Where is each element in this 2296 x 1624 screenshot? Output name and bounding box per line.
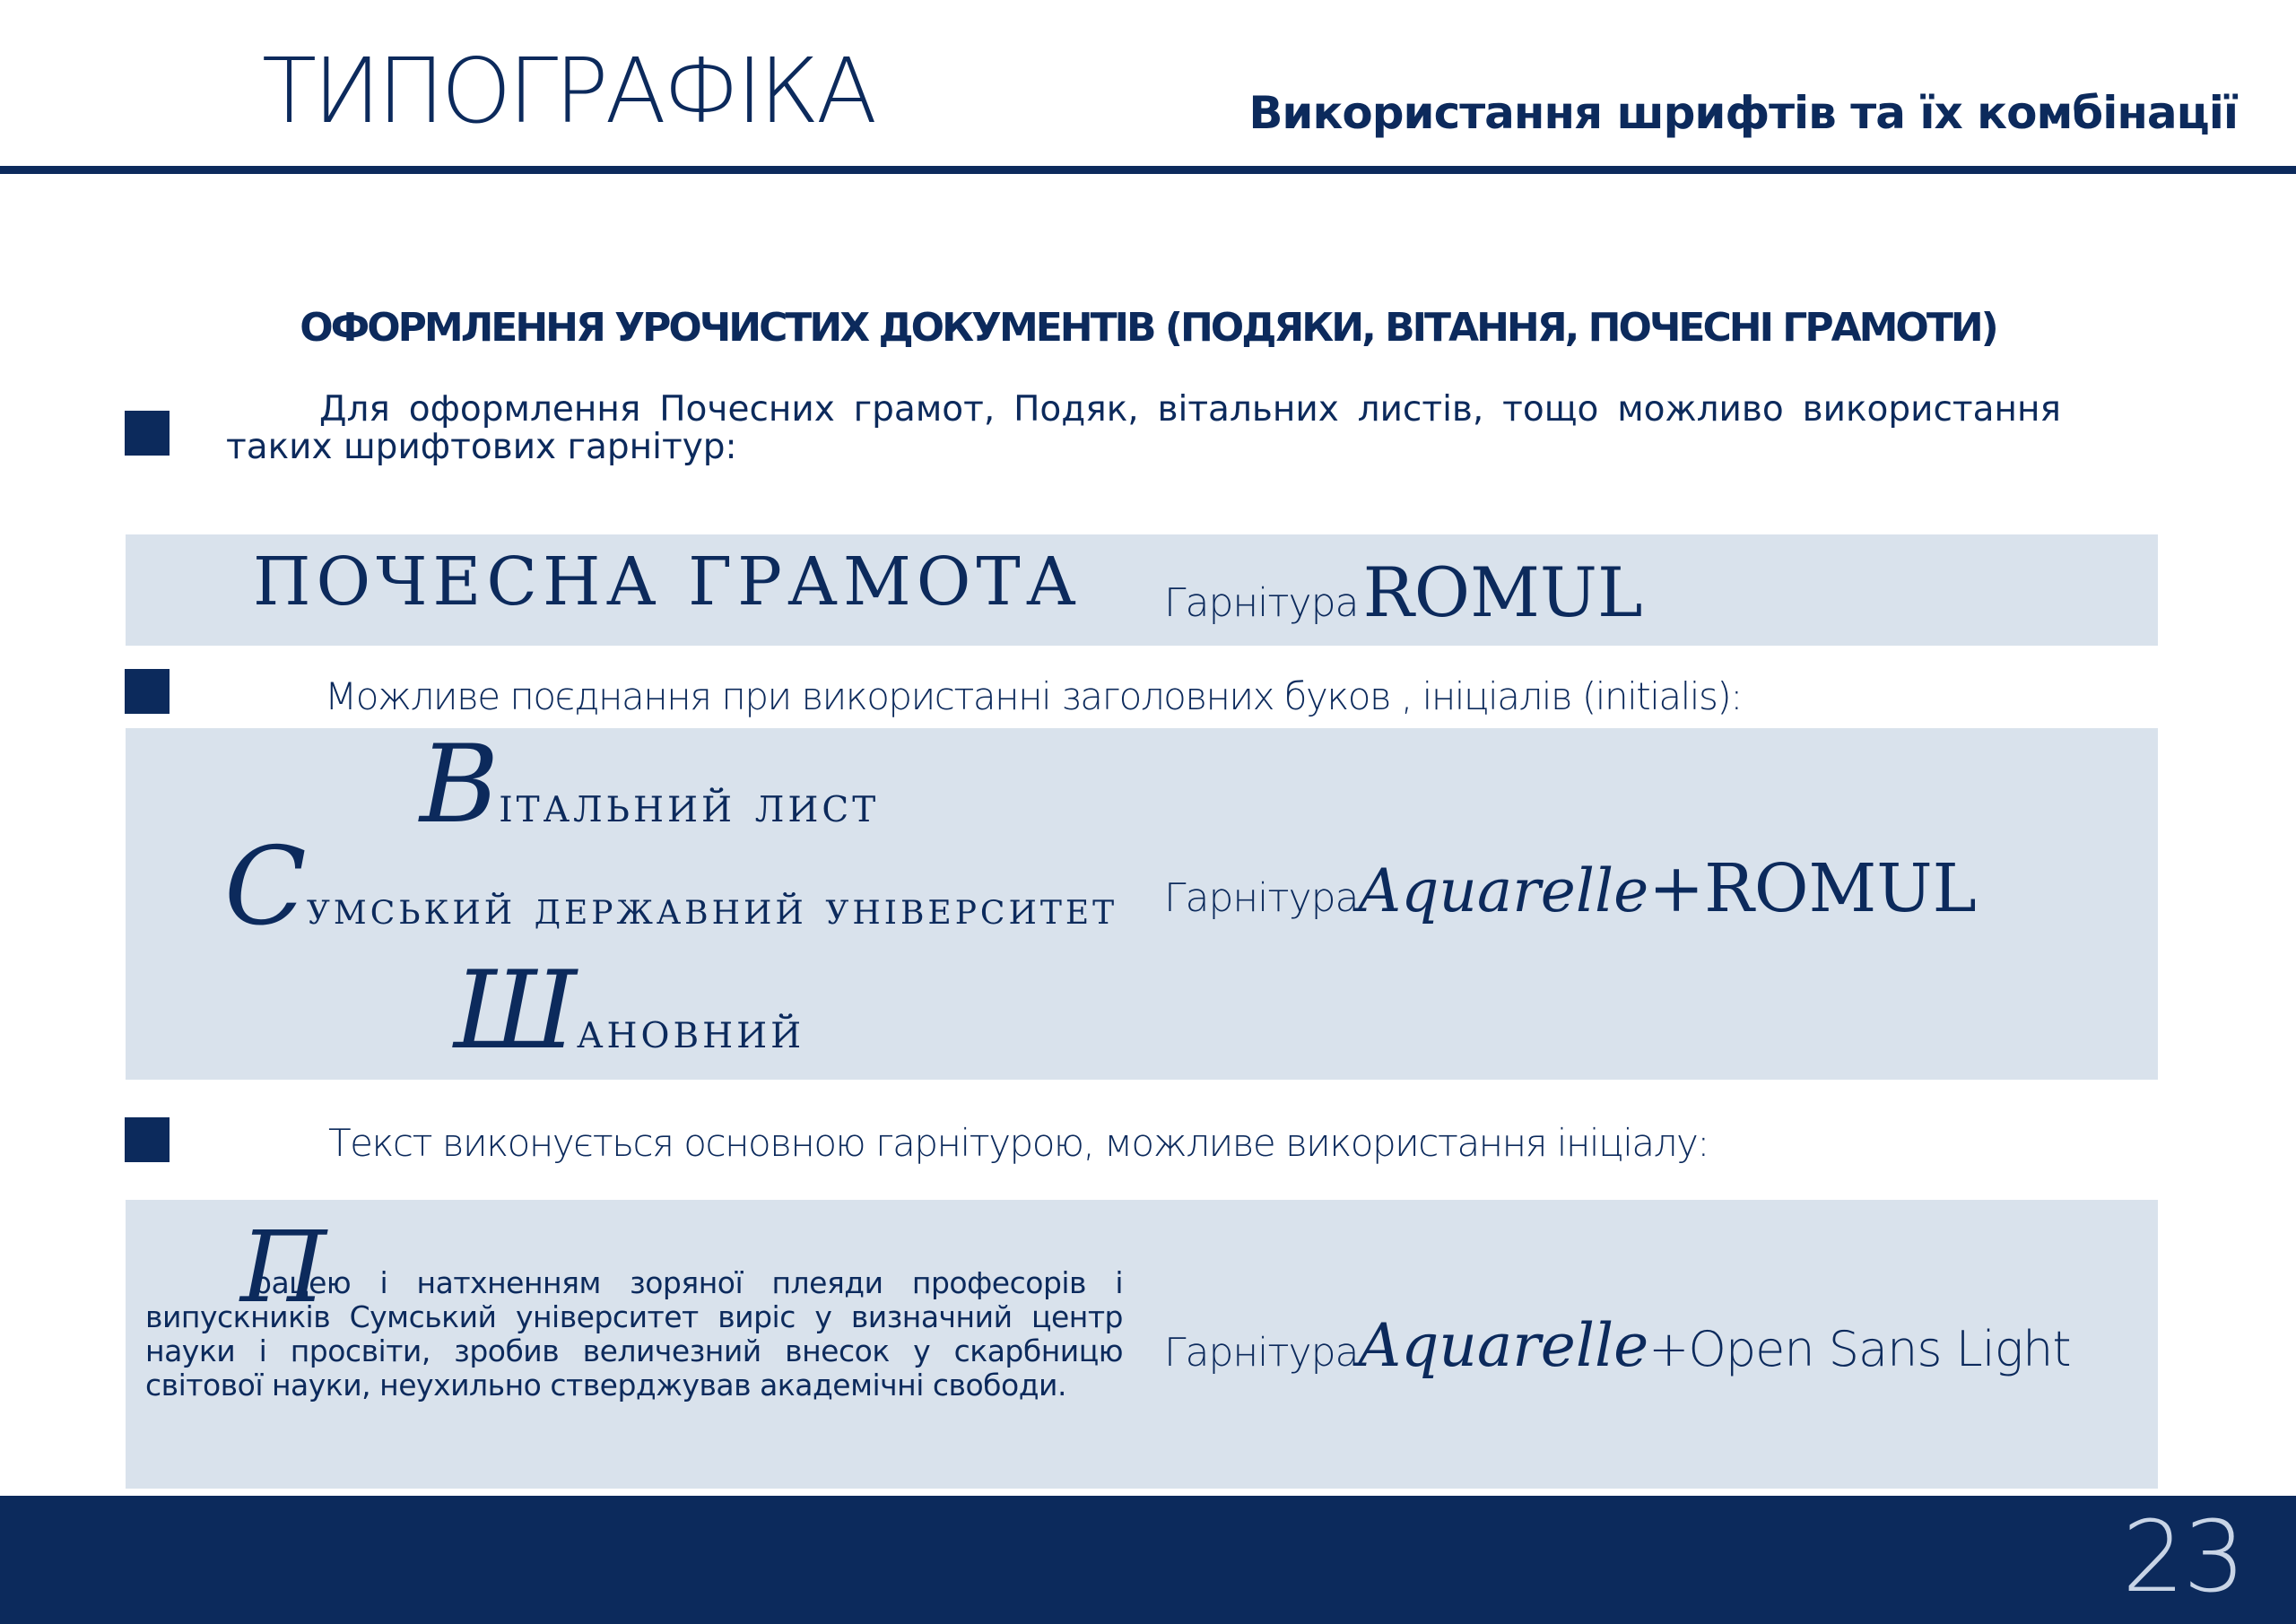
typeface-label: Гарнітура xyxy=(1164,1330,1359,1376)
bullet-square xyxy=(125,669,170,714)
page-title: ТИПОГРАФІКА xyxy=(262,39,874,143)
bullet-square xyxy=(125,1117,170,1162)
sample-paragraph: рацею і натхненням зоряної плеяди професорів і випускників Сумський університет виріс у визначний центр науки і просвіти, зробив величезний внесок у скарбницю світової науки, неухильно стверджував академічні свободи. xyxy=(145,1265,1123,1403)
typeface-script-name: Aquarelle xyxy=(1358,1311,1649,1380)
intro-text: Для оформлення Почесних грамот, Подяк, вітальних листів, тощо можливо використання таких шрифтових гарнітур: xyxy=(226,389,2061,467)
typeface-label: Гарнітура xyxy=(1164,875,1359,921)
section-heading: ОФОРМЛЕННЯ УРОЧИСТИХ ДОКУМЕНТІВ (ПОДЯКИ, ВІТАННЯ, ПОЧЕСНІ ГРАМОТИ) xyxy=(300,305,1996,351)
initial-letter: С xyxy=(224,825,307,950)
sample-sumy-university xyxy=(224,825,1118,950)
initial-letter: Ш xyxy=(454,949,577,1073)
typeface-script-name: Aquarelle xyxy=(1358,856,1649,925)
typeface-label: Гарнітура xyxy=(1164,580,1359,626)
typeface-plus-name: +Open Sans Light xyxy=(1648,1321,2071,1377)
typeface-plus-name: +ROMUL xyxy=(1648,850,1977,927)
typeface-name: ROMUL xyxy=(1362,552,1643,632)
page-subtitle: Використання шрифтів та їх комбінації xyxy=(1248,87,2238,139)
header-divider xyxy=(0,166,2296,174)
typeface-caption-aquarelle-romul xyxy=(1164,850,1977,927)
note-main-typeface: Текст виконується основною гарнітурою, можливе використання ініціалу: xyxy=(328,1121,1709,1165)
initial-letter: П xyxy=(240,1210,326,1324)
typeface-caption-romul xyxy=(1164,552,1642,632)
sample-rest: ановний xyxy=(576,1002,805,1060)
sample-rest: умський державний університет xyxy=(306,881,1118,935)
sample-shanovnyi xyxy=(454,949,805,1073)
sample-vitalnyi-lyst xyxy=(420,723,880,847)
note-initials: Можливе поєднання при використанні заголовних буков , ініціалів (initialis): xyxy=(325,674,1742,718)
typeface-caption-aquarelle-opensans xyxy=(1164,1311,2071,1380)
initial-letter: В xyxy=(420,723,500,847)
bullet-square xyxy=(125,411,170,456)
sample-pochesna-gramota: ПОЧЕСНА ГРАМОТА xyxy=(253,543,1082,621)
sample-rest: італьний лист xyxy=(499,776,880,834)
page-number: 23 xyxy=(2122,1499,2244,1614)
footer-bar xyxy=(0,1496,2296,1624)
